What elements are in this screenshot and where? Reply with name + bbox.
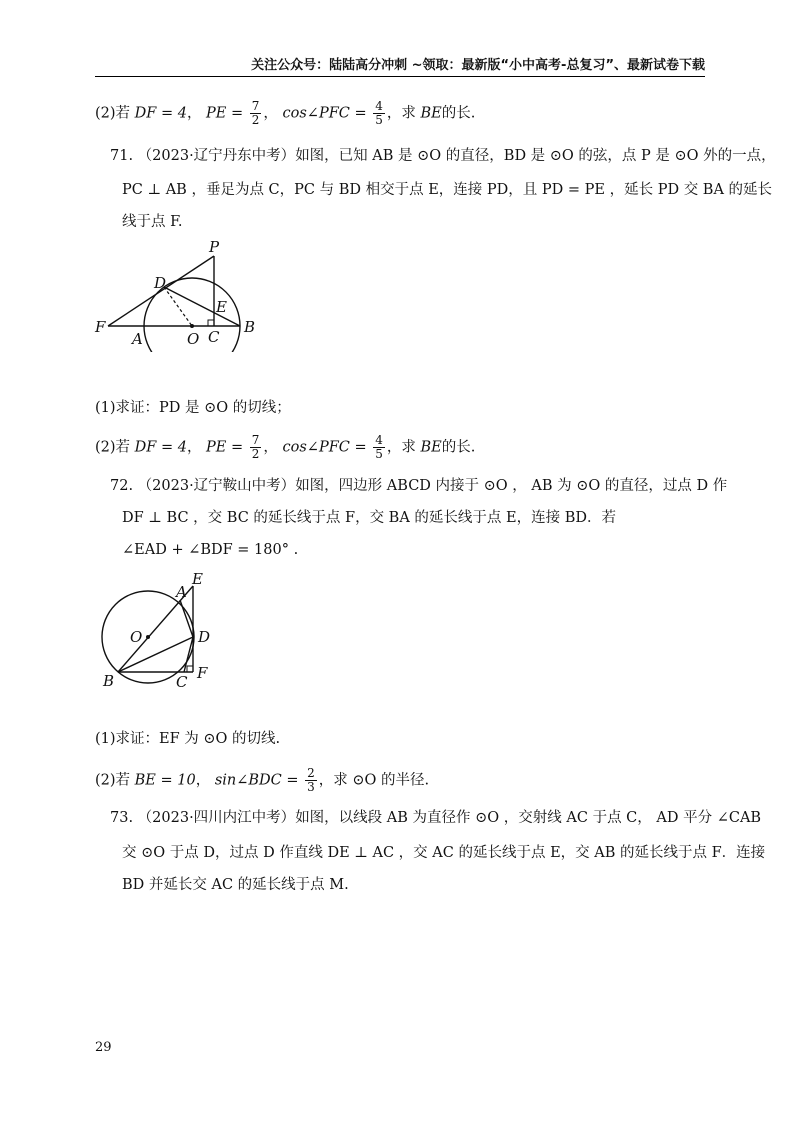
q70-pe-den: 2 <box>251 113 260 127</box>
q72-line-ad <box>180 600 193 637</box>
q71-part2: (2)若 DF = 4， PE = $\frac{7}{2}$ ， cos∠PFC = $\frac{4}{5}$ ，求 BE的长. <box>95 433 476 461</box>
q71-pe-num: 7 <box>251 433 260 447</box>
q70-given-pe-left: PE = <box>206 105 244 122</box>
q71-cos-fraction <box>373 434 385 461</box>
q72-sin-num: 2 <box>307 766 315 780</box>
q72-given-sin-left: sin∠BDC = <box>214 772 299 789</box>
q72-given-be: BE = 10 <box>134 772 196 789</box>
q70-cos-den: 5 <box>375 113 383 127</box>
q70-part2-prefix: (2)若 <box>95 105 131 122</box>
q73-text-1: 如图，以线段 AB 为直径作 ⊙O ，交射线 AC 于点 C， AD 平分 ∠CAB <box>295 810 762 826</box>
q71-text-1: 如图，已知 AB 是 ⊙O 的直径，BD 是 ⊙O 的弦，点 P 是 ⊙O 外的一点， <box>295 148 776 164</box>
q73-number: 73. <box>110 810 134 826</box>
q71-label-f: F <box>95 318 106 336</box>
q71-pe-fraction <box>250 434 262 461</box>
q70-cos-num: 4 <box>375 99 383 113</box>
q71-line1 <box>110 146 776 166</box>
q72-text-1: 如图，四边形 ABCD 内接于 ⊙O ， AB 为 ⊙O 的直径，过点 D 作 <box>295 478 728 494</box>
q72-line3: ∠EAD + ∠BDF = 180° . <box>122 542 299 558</box>
q72-label-e: E <box>192 570 203 588</box>
q72-sep: ， <box>195 772 211 789</box>
q71-center-dot <box>190 324 194 328</box>
q71-source: （2023·辽宁丹东中考） <box>137 148 296 164</box>
q71-right-angle <box>208 320 214 326</box>
q71-cos-den: 5 <box>375 447 383 461</box>
q70-pe-num: 7 <box>251 99 260 113</box>
q71-given-pe-left: PE = <box>206 439 244 456</box>
q71-label-e: E <box>216 298 227 316</box>
q73-line3: BD 并延长交 AC 的延长线于点 M. <box>122 877 349 893</box>
q72-label-o: O <box>130 628 143 646</box>
q72-sin-den: 3 <box>307 780 315 794</box>
q70-sep2: ， <box>263 105 278 122</box>
q71-label-o: O <box>187 330 200 348</box>
q70-cos-fraction <box>373 100 385 127</box>
q72-label-f: F <box>197 664 208 682</box>
q71-figure <box>90 236 270 352</box>
q71-label-d: D <box>154 274 167 292</box>
q71-given-df: DF = 4 <box>134 439 187 456</box>
q71-label-c: C <box>208 328 220 346</box>
q73-line2: 交 ⊙O 于点 D，过点 D 作直线 DE ⊥ AC ，交 AC 的延长线于点 E，交 AB 的延长线于点 F．连接 <box>122 845 766 861</box>
q71-line3: 线于点 F. <box>122 214 183 230</box>
q72-part2 <box>95 767 429 794</box>
q71-label-b: B <box>244 318 256 336</box>
q71-part2-prefix: (2)若 <box>95 439 131 456</box>
q72-number: 72. <box>110 478 134 494</box>
q72-ask: ，求 ⊙O 的半径. <box>318 772 430 789</box>
q72-source: （2023·辽宁鞍山中考） <box>137 478 296 494</box>
q71-tail: 的长. <box>441 439 476 456</box>
page-header: 关注公众号：陆陆高分冲刺 ~领取：最新版“小中高考-总复习”、最新试卷下载 <box>251 58 705 73</box>
q71-part1: (1)求证：PD 是 ⊙O 的切线； <box>95 400 291 416</box>
q71-target: BE <box>420 439 442 456</box>
q71-ask: ，求 <box>386 439 416 456</box>
q71-label-a: A <box>132 330 143 348</box>
q71-line-do <box>164 287 192 326</box>
q73-line1 <box>110 808 761 828</box>
q72-part1: (1)求证：EF 为 ⊙O 的切线. <box>95 731 281 747</box>
page-number: 29 <box>95 1040 112 1055</box>
q73-source: （2023·四川内江中考） <box>137 810 296 826</box>
q71-given-cos-left: cos∠PFC = <box>282 439 367 456</box>
q72-line2: DF ⊥ BC ，交 BC 的延长线于点 F，交 BA 的延长线于点 E，连接 BD．若 <box>122 510 617 526</box>
q72-right-angle <box>187 666 193 672</box>
q70-sep1: ， <box>186 105 202 122</box>
q72-label-a: A <box>176 583 187 601</box>
q72-label-d: D <box>198 628 211 646</box>
q70-given-cos-left: cos∠PFC = <box>282 105 367 122</box>
q72-label-c: C <box>176 673 188 691</box>
header-rule <box>95 76 705 77</box>
q70-pe-fraction <box>250 100 262 127</box>
q72-line-dc <box>184 637 193 672</box>
q70-tail: 的长. <box>441 105 476 122</box>
q70-given-df: DF = 4 <box>134 105 187 122</box>
q71-cos-num: 4 <box>375 433 383 447</box>
q72-sin-fraction <box>305 767 317 794</box>
q70-target: BE <box>420 105 442 122</box>
q71-line2: PC ⊥ AB ，垂足为点 C，PC 与 BD 相交于点 E，连接 PD，且 PD = PE ，延长 PD 交 BA 的延长 <box>122 182 773 198</box>
q71-label-p: P <box>209 238 220 256</box>
q72-figure <box>96 570 226 692</box>
q72-center-dot <box>146 635 150 639</box>
q70-part2 <box>95 100 475 127</box>
q72-part2-prefix: (2)若 <box>95 772 131 789</box>
q71-line-db <box>164 287 240 326</box>
q72-line1 <box>110 476 727 496</box>
q72-label-b: B <box>103 672 115 690</box>
q71-pe-den: 2 <box>251 447 260 461</box>
q71-number: 71. <box>110 148 134 164</box>
q70-ask: ，求 <box>386 105 416 122</box>
